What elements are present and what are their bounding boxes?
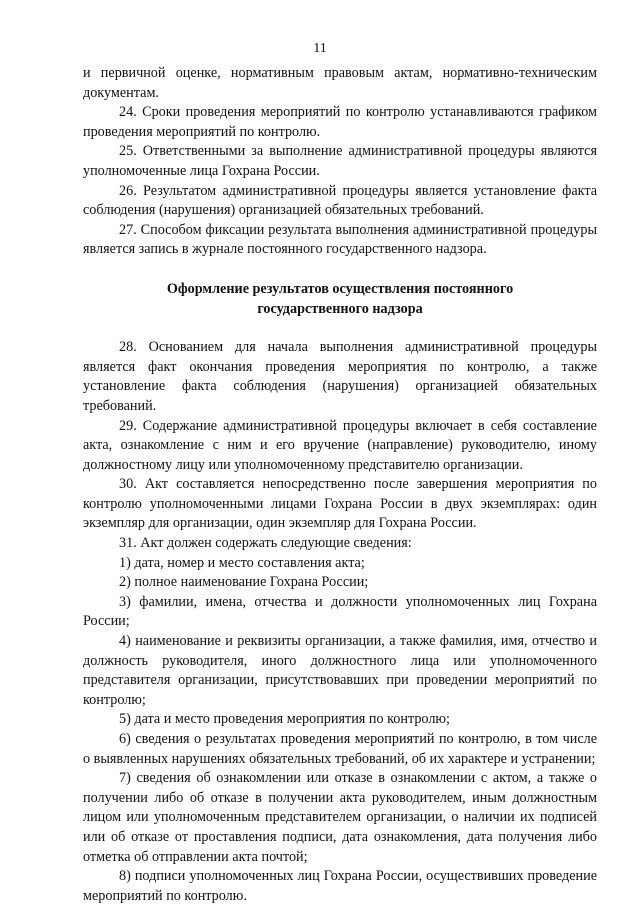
- paragraph-29: 29. Содержание административной процедуры включает в себя составление акта, ознакомление с ним и его вручение (направление) руководителю, иному должностному лицу или уполномоченному представителю организации.: [83, 417, 597, 473]
- paragraph-continuation: и первичной оценке, нормативным правовым актам, нормативно-техническим документам.: [83, 65, 597, 101]
- list-item-2: 2) полное наименование Гохрана России;: [119, 574, 369, 591]
- list-item-4: 4) наименование и реквизиты организации, а также фамилия, имя, отчество и должность руководителя, иного должностного лица или уполномоченного представителя организации, присутствовавших при проведении мероприятий по контролю;: [83, 633, 597, 708]
- paragraph-30: 30. Акт составляется непосредственно после завершения мероприятия по контролю уполномоченными лицами Гохрана России в двух экземплярах: один экземпляр для организации, один экземпляр для Гохрана России.: [83, 476, 597, 532]
- list-item-3: 3) фамилии, имена, отчества и должности уполномоченных лиц Гохрана России;: [83, 593, 597, 630]
- paragraph-28: 28. Основанием для начала выполнения административной процедуры является факт окончания проведения мероприятия по контролю, а также установление факта соблюдения (нарушения) организацией обязательных требований.: [83, 339, 597, 414]
- list-item-1: 1) дата, номер и место составления акта;: [119, 554, 365, 571]
- section-heading: [83, 280, 597, 319]
- page-number: 11: [313, 41, 327, 56]
- paragraph-25: 25. Ответственными за выполнение административной процедуры являются уполномоченные лица Гохрана России.: [83, 143, 597, 179]
- paragraph-31: 31. Акт должен содержать следующие сведения:: [119, 535, 412, 552]
- section-heading-line-2: государственного надзора: [257, 300, 423, 317]
- list-item-7: 7) сведения об ознакомлении или отказе в ознакомлении с актом, а также о получении либо об отказе в получении акта руководителем, иным должностным лицом или уполномоченным представителем организации, о наличии их подписей или об отказе от проставления подписи, дата ознакомления, дата получения либо отметка об отправлении акта почтой;: [83, 770, 597, 865]
- paragraph-26: 26. Результатом административной процедуры является установление факта соблюдения (нарушения) организацией обязательных требований.: [83, 182, 597, 219]
- paragraph-27: 27. Способом фиксации результата выполнения административной процедуры является запись в журнале постоянного государственного надзора.: [83, 221, 597, 258]
- document-body: [83, 64, 597, 906]
- list-item-8: 8) подписи уполномоченных лиц Гохрана России, осуществивших проведение мероприятий по контролю.: [83, 868, 597, 904]
- paragraph-24: 24. Сроки проведения мероприятий по контролю устанавливаются графиком проведения мероприятий по контролю.: [83, 104, 597, 140]
- section-heading-line-1: Оформление результатов осуществления постоянного: [166, 280, 514, 297]
- list-item-6: 6) сведения о результатах проведения мероприятий по контролю, в том числе о выявленных нарушениях обязательных требований, об их характере и устранении;: [83, 731, 597, 767]
- list-item-5: 5) дата и место проведения мероприятия по контролю;: [119, 711, 450, 728]
